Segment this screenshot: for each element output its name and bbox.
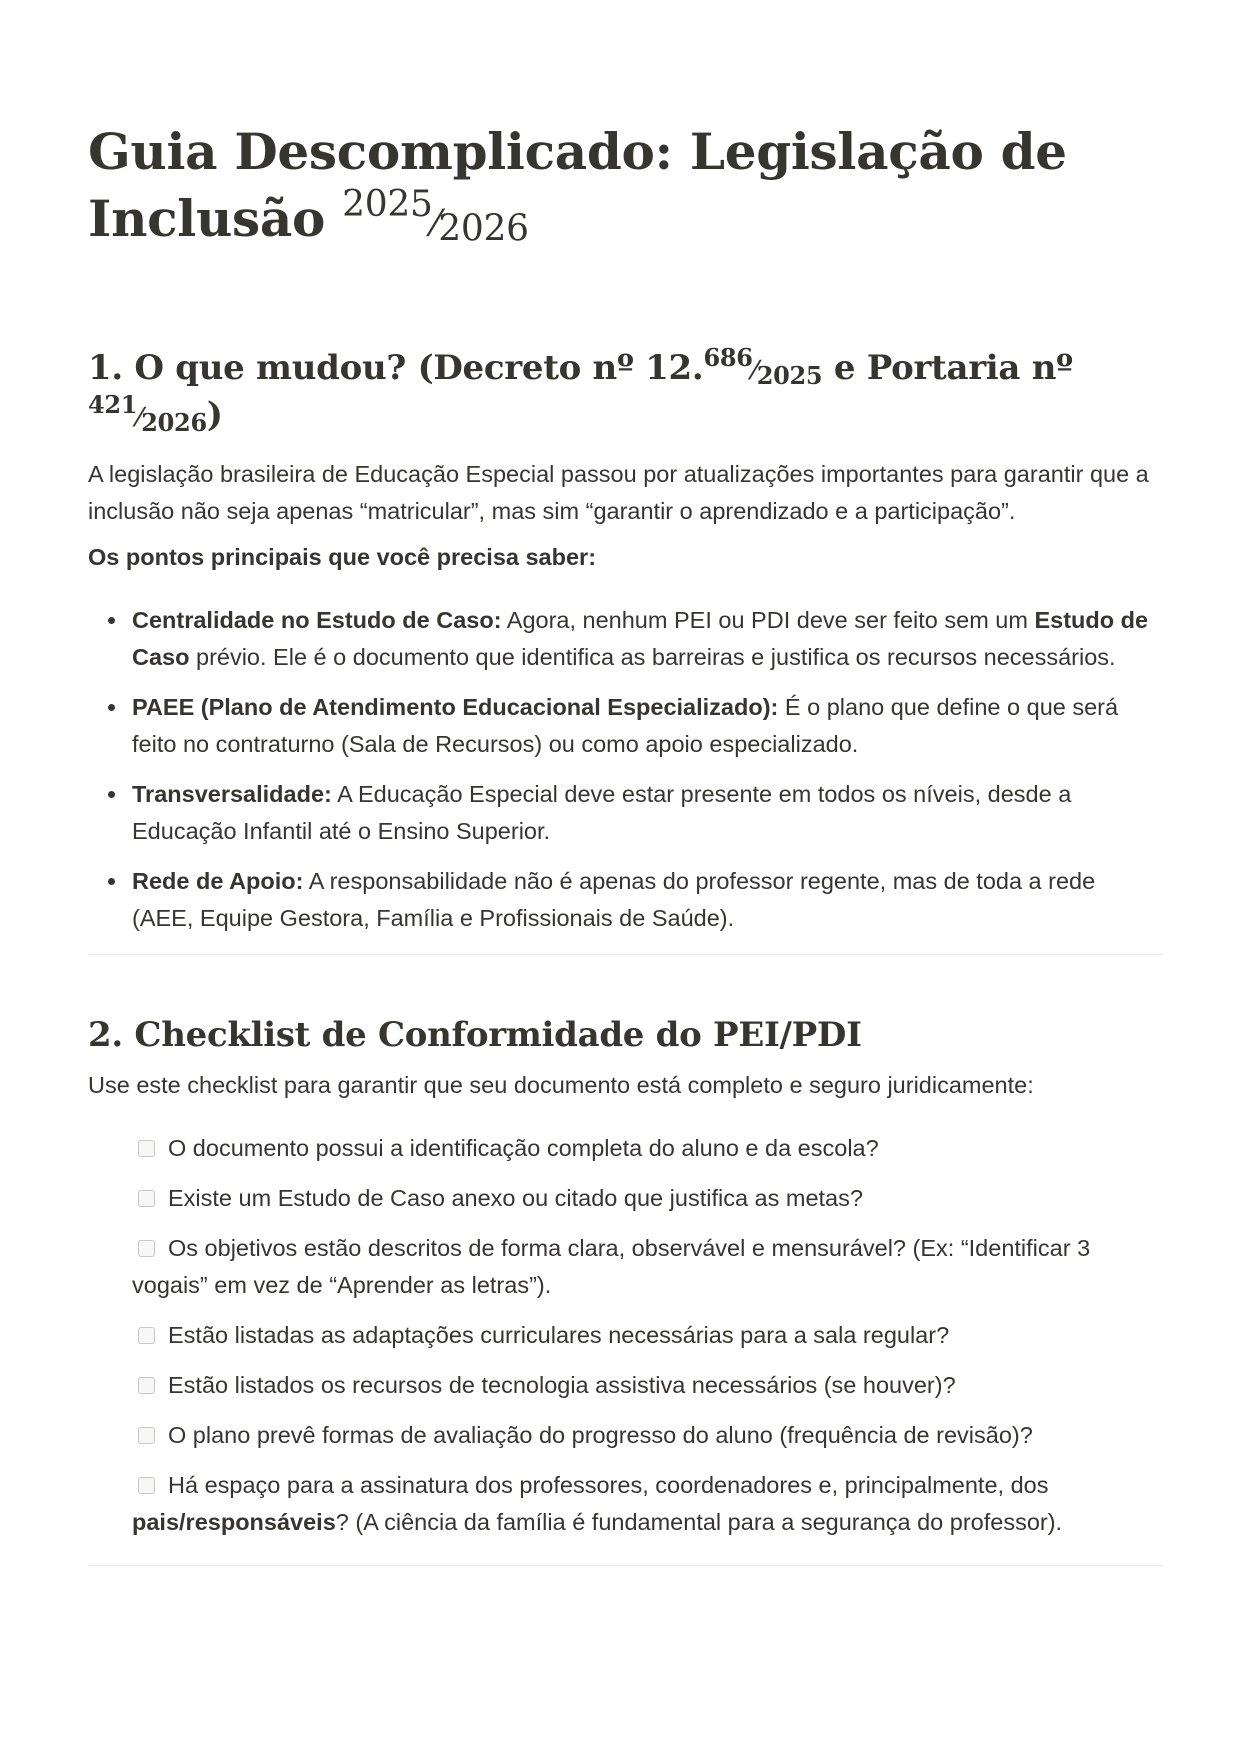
heading-1-suffix: )	[206, 395, 223, 435]
key-points-list	[88, 602, 1163, 937]
checklist-item-text: Estão listadas as adaptações curriculares necessárias para a sala regular?	[168, 1322, 950, 1348]
checkbox[interactable]	[138, 1477, 155, 1494]
list-item	[132, 776, 1163, 850]
section-2-heading: 2. Checklist de Conformidade do PEI/PDI	[88, 1015, 862, 1055]
checklist-item-text: O plano prevê formas de avaliação do progresso do aluno (frequência de revisão)?	[168, 1422, 1033, 1448]
checkbox[interactable]	[138, 1427, 155, 1444]
section-1-lead: Os pontos principais que você precisa saber:	[88, 544, 597, 570]
checklist-item	[132, 1180, 1163, 1217]
checkbox[interactable]	[138, 1190, 155, 1207]
decreto-slash: ⁄	[752, 356, 757, 386]
list-item	[132, 863, 1163, 937]
section-divider	[88, 1565, 1163, 1566]
checklist-item-text: Há espaço para a assinatura dos professores, coordenadores e, principalmente, dos	[168, 1472, 1049, 1498]
bullet-label: Centralidade no Estudo de Caso:	[132, 607, 502, 633]
bullet-text: Agora, nenhum PEI ou PDI deve ser feito sem um	[501, 607, 1035, 633]
checklist-item	[132, 1230, 1163, 1304]
checklist-item-text: Estão listados os recursos de tecnologia assistiva necessários (se houver)?	[168, 1372, 956, 1398]
checklist-item-text: Existe um Estudo de Caso anexo ou citado que justifica as metas?	[168, 1185, 863, 1211]
section-1-heading	[88, 342, 1163, 440]
portaria-number: 421	[88, 389, 138, 419]
bullet-text: A Educação Especial deve estar presente em todos os níveis, desde a Educação Infantil até o Ensino Superior.	[132, 781, 1072, 844]
checklist-item-bold-text: pais/responsáveis	[132, 1509, 336, 1535]
heading-1-middle: e Portaria nº	[822, 348, 1073, 388]
title-text: Guia Descomplicado: Legislação de Inclusão	[88, 122, 1067, 248]
checklist-item	[132, 1367, 1163, 1404]
bullet-label: PAEE (Plano de Atendimento Educacional Especializado):	[132, 694, 779, 720]
section-2-intro: Use este checklist para garantir que seu documento está completo e seguro juridicamente:	[88, 1072, 1034, 1098]
checkbox[interactable]	[138, 1140, 155, 1157]
decreto-year: 2025	[756, 360, 823, 390]
checkbox[interactable]	[138, 1377, 155, 1394]
title-year-end: 2026	[438, 208, 529, 250]
bullet-icon	[108, 878, 115, 885]
decreto-number: 686	[703, 342, 753, 372]
checklist-item	[132, 1467, 1163, 1541]
compliance-checklist	[88, 1130, 1163, 1541]
bullet-label: Rede de Apoio:	[132, 868, 304, 894]
portaria-year: 2026	[141, 407, 207, 437]
heading-1-prefix: 1. O que mudou? (Decreto nº 12.	[88, 348, 704, 388]
bullet-icon	[108, 791, 115, 798]
list-item	[132, 689, 1163, 763]
bullet-text: É o plano que define o que será feito no contraturno (Sala de Recursos) ou como apoio especializado.	[132, 694, 1119, 757]
checklist-item-text: O documento possui a identificação completa do aluno e da escola?	[168, 1135, 879, 1161]
section-1-intro: A legislação brasileira de Educação Especial passou por atualizações importantes para garantir que a inclusão não seja apenas “matricular”, mas sim “garantir o aprendizado e a participação”.	[88, 461, 1149, 524]
title-fraction-slash: ⁄	[432, 204, 439, 245]
portaria-slash: ⁄	[137, 403, 142, 433]
bullet-icon	[108, 617, 115, 624]
bullet-text: A responsabilidade não é apenas do professor regente, mas de toda a rede (AEE, Equipe Gestora, Família e Profissionais de Saúde).	[132, 868, 1096, 931]
checkbox[interactable]	[138, 1327, 155, 1344]
checkbox[interactable]	[138, 1240, 155, 1257]
bullet-bold-text: Estudo de Caso	[132, 607, 1149, 670]
checklist-item-text: Os objetivos estão descritos de forma clara, observável e mensurável? (Ex: “Identificar 3 vogais” em vez de “Aprender as letras”).	[132, 1235, 1091, 1298]
title-year-start: 2025	[342, 184, 433, 226]
list-item	[132, 602, 1163, 676]
checklist-item	[132, 1130, 1163, 1167]
checklist-item	[132, 1417, 1163, 1454]
bullet-label: Transversalidade:	[132, 781, 332, 807]
page-title	[88, 118, 1163, 258]
section-divider	[88, 954, 1163, 955]
bullet-text: prévio. Ele é o documento que identifica as barreiras e justifica os recursos necessários.	[189, 644, 1116, 670]
checklist-item-text: ? (A ciência da família é fundamental para a segurança do professor).	[335, 1509, 1063, 1535]
bullet-icon	[108, 704, 115, 711]
checklist-item	[132, 1317, 1163, 1354]
document-page	[88, 0, 1163, 1566]
